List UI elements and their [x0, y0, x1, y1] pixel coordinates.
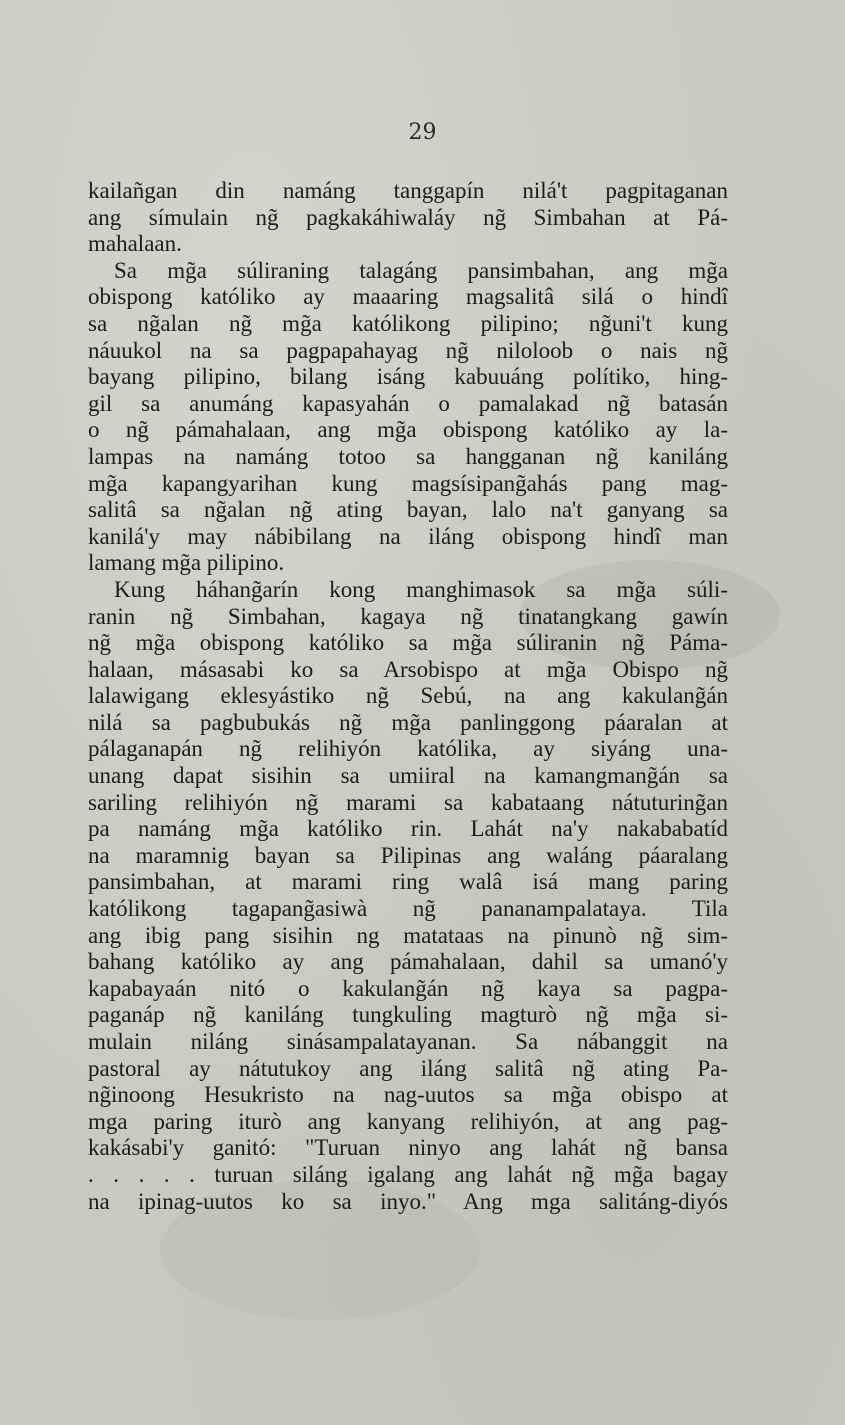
text-line: mahalaan.	[88, 231, 182, 257]
text-line: mulain niláng sinásampalatayanan. Sa nábanggit na	[88, 1029, 728, 1054]
text-line: halaan, másasabi ko sa Arsobispo at mg̃a Obispo ng̃	[88, 656, 728, 682]
page-number: 29	[408, 120, 437, 145]
text-line: lalawigang eklesyástiko ng̃ Sebú, na ang kakulang̃án	[88, 683, 728, 709]
text-line: lamang mg̃a pilipino.	[88, 550, 285, 576]
text-line: kanilá'y may nábibilang na iláng obispong hindî man	[88, 523, 728, 549]
text-line: pansimbahan, at marami ring walâ isá mang paring	[88, 869, 728, 895]
text-line: kapabayaán nitó o kakulang̃án ng̃ kaya sa pagpa-	[88, 975, 728, 1001]
text-line: kailañgan din namáng tanggapín nilá't pagpitaganan	[88, 178, 728, 203]
text-line: kakásabi'y ganitó: "Turuan ninyo ang lahát ng̃ bansa	[88, 1135, 728, 1161]
text-line: salitâ sa ng̃alan ng̃ ating bayan, lalo na't ganyang sa	[88, 497, 728, 523]
text-line: ranin ng̃ Simbahan, kagaya ng̃ tinatangkang gawín	[88, 603, 728, 629]
text-line: sa ng̃alan ng̃ mg̃a katólikong pilipino; ng̃uni't kung	[88, 310, 728, 336]
text-line: ng̃ mg̃a obispong katóliko sa mg̃a súliranin ng̃ Páma-	[88, 630, 728, 656]
text-line: unang dapat sisihin sa umiiral na kamangmang̃án sa	[88, 763, 728, 789]
text-line: mg̃a kapangyarihan kung magsísipang̃ahás pang mag-	[88, 470, 728, 496]
text-line: náuukol na sa pagpapahayag ng̃ niloloob o nais ng̃	[88, 337, 728, 363]
text-line: pa namáng mg̃a katóliko rin. Lahát na'y nakababatíd	[88, 816, 728, 842]
text-line: pastoral ay nátutukoy ang iláng salitâ ng̃ ating Pa-	[88, 1055, 728, 1081]
body-text	[88, 178, 728, 1215]
text-line: o ng̃ pámahalaan, ang mg̃a obispong katóliko ay la-	[88, 417, 728, 443]
text-line: mga paring iturò ang kanyang relihiyón, at ang pag-	[88, 1108, 728, 1134]
text-line: gil sa anumáng kapasyahán o pamalakad ng̃ batasán	[88, 390, 728, 416]
text-line: ang ibig pang sisihin ng matataas na pinunò ng̃ sim-	[88, 922, 728, 948]
text-line: Kung háhang̃arín kong manghimasok sa mg̃a súli-	[114, 576, 728, 602]
text-line: ang símulain ng̃ pagkakáhiwaláy ng̃ Simbahan at Pá-	[88, 204, 728, 230]
text-line: nilá sa pagbubukás ng̃ mg̃a panlinggong páaralan at	[88, 709, 728, 735]
text-line: obispong katóliko ay maaaring magsalitâ silá o hindî	[88, 284, 728, 310]
text-line: na maramnig bayan sa Pilipinas ang waláng páaralang	[88, 842, 728, 868]
paragraph	[88, 178, 728, 258]
text-line: lampas na namáng totoo sa hangganan ng̃ kaniláng	[88, 443, 728, 469]
text-line: . . . . . turuan siláng igalang ang lahát ng̃ mg̃a bagay	[88, 1161, 728, 1187]
text-line: Sa mg̃a súliraning talagáng pansimbahan, ang mg̃a	[114, 257, 728, 283]
text-line: ng̃inoong Hesukristo na nag-uutos sa mg̃a obispo at	[88, 1082, 728, 1108]
paragraph	[88, 258, 728, 577]
text-line: bayang pilipino, bilang isáng kabuuáng polítiko, hing-	[88, 364, 728, 390]
paragraph	[88, 577, 728, 1215]
text-line: na ipinag-uutos ko sa inyo." Ang mga salitáng-diyós	[88, 1188, 728, 1214]
text-line: pálaganapán ng̃ relihiyón katólika, ay siyáng una-	[88, 736, 728, 762]
text-line: paganáp ng̃ kaniláng tungkuling magturò ng̃ mg̃a si-	[88, 1002, 728, 1028]
text-line: sariling relihiyón ng̃ marami sa kabataang nátuturing̃an	[88, 789, 728, 815]
text-line: bahang katóliko ay ang pámahalaan, dahil sa umanó'y	[88, 949, 728, 975]
text-line: katólikong tagapang̃asiwà ng̃ pananampalataya. Tila	[88, 896, 728, 922]
